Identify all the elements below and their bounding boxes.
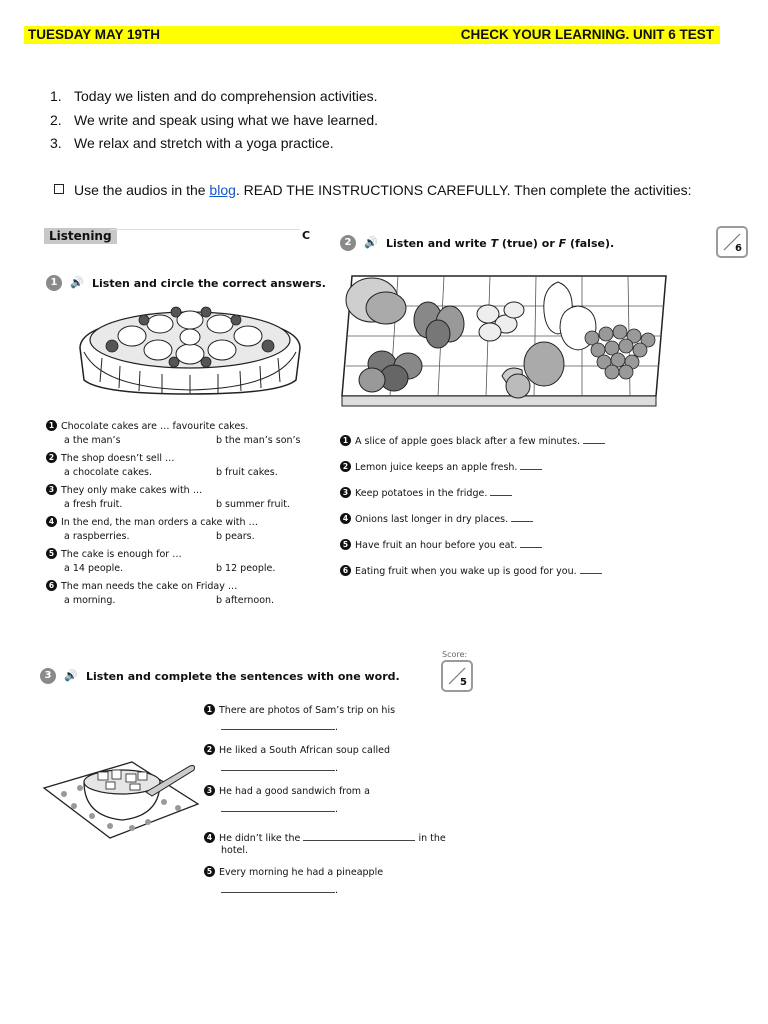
header-title: CHECK YOUR LEARNING. UNIT 6 TEST	[460, 27, 714, 42]
answer-blank[interactable]	[221, 883, 335, 893]
ex1-option-a[interactable]: a chocolate cakes.	[64, 467, 153, 478]
ex2-heading: Listen and write T (true) or F (false).	[386, 237, 615, 250]
header-bar	[24, 26, 720, 44]
ex3-score-box: 5	[441, 660, 473, 692]
ex1-option-b[interactable]: b afternoon.	[216, 595, 275, 606]
answer-blank[interactable]	[221, 802, 335, 812]
section-tag: Listening	[44, 228, 117, 244]
ex2-statement: 6 Eating fruit when you wake up is good for you.	[340, 564, 602, 578]
blog-link[interactable]: blog	[209, 182, 236, 198]
ex1-question: 6 The man needs the cake on Friday …	[46, 580, 237, 593]
ex1-option-b[interactable]: b pears.	[216, 531, 255, 542]
answer-blank[interactable]	[221, 761, 335, 771]
answer-blank[interactable]	[303, 831, 415, 841]
cake-illustration	[72, 296, 308, 408]
ex3-sentence: 3 He had a good sandwich from a	[204, 785, 370, 798]
ex1-question: 2 The shop doesn’t sell …	[46, 452, 175, 465]
instruction-note: Use the audios in the blog. READ THE INSTRUCTIONS CAREFULLY. Then complete the activities:	[54, 182, 692, 198]
ex1-option-a[interactable]: a 14 people.	[64, 563, 124, 574]
ex2-statement: 5 Have fruit an hour before you eat.	[340, 538, 542, 552]
ex1-option-a[interactable]: a raspberries.	[64, 531, 130, 542]
speaker-icon: 🔊	[364, 236, 378, 249]
ex1-option-a[interactable]: a the man’s	[64, 435, 121, 446]
ex1-option-b[interactable]: b 12 people.	[216, 563, 276, 574]
ex1-option-a[interactable]: a fresh fruit.	[64, 499, 123, 510]
ex3-blank-line: .	[221, 883, 338, 897]
score-caption: Score:	[442, 650, 468, 659]
ex1-question: 4 In the end, the man orders a cake with …	[46, 516, 258, 529]
ex3-sentence: 4 He didn’t like the in the	[204, 831, 446, 845]
answer-blank[interactable]	[511, 512, 533, 522]
ex3-heading: Listen and complete the sentences with one word.	[86, 670, 400, 683]
ex1-question: 3 They only make cakes with …	[46, 484, 202, 497]
ex1-number-badge: 1	[46, 275, 62, 291]
header-date: TUESDAY MAY 19TH	[28, 27, 161, 42]
answer-blank[interactable]	[583, 434, 605, 444]
ex1-question: 5 The cake is enough for …	[46, 548, 182, 561]
ex3-blank-line: .	[221, 720, 338, 734]
ex3-sentence: 1 There are photos of Sam’s trip on his	[204, 704, 395, 717]
soup-bowl-illustration	[40, 752, 202, 844]
ex2-statement: 1 A slice of apple goes black after a few minutes.	[340, 434, 605, 448]
ex2-score-box: 6	[716, 226, 748, 258]
ex3-sentence: 5 Every morning he had a pineapple	[204, 866, 383, 879]
answer-blank[interactable]	[520, 460, 542, 470]
fruit-illustration	[338, 268, 674, 414]
ex2-statement: 4 Onions last longer in dry places.	[340, 512, 533, 526]
ex1-option-b[interactable]: b the man’s son’s	[216, 435, 301, 446]
answer-blank[interactable]	[490, 486, 512, 496]
speaker-icon: 🔊	[70, 276, 84, 289]
ex1-option-b[interactable]: b summer fruit.	[216, 499, 290, 510]
ex3-blank-line: .	[221, 802, 338, 816]
ex1-option-b[interactable]: b fruit cakes.	[216, 467, 278, 478]
ex3-sentence: 2 He liked a South African soup called	[204, 744, 390, 757]
ex3-blank-line: .	[221, 761, 338, 775]
divider	[110, 229, 300, 230]
speaker-icon: 🔊	[64, 669, 78, 682]
answer-blank[interactable]	[520, 538, 542, 548]
ex3-number-badge: 3	[40, 668, 56, 684]
ex1-option-a[interactable]: a morning.	[64, 595, 116, 606]
ex1-heading: Listen and circle the correct answers.	[92, 277, 326, 290]
answer-blank[interactable]	[221, 720, 335, 730]
checkbox-bullet-icon	[54, 184, 64, 194]
corner-mark: C	[302, 229, 311, 242]
answer-blank[interactable]	[580, 564, 602, 574]
ex1-question: 1 Chocolate cakes are … favourite cakes.	[46, 420, 248, 433]
ex3-sentence-cont: hotel.	[221, 845, 249, 856]
ex2-statement: 2 Lemon juice keeps an apple fresh.	[340, 460, 542, 474]
ex2-statement: 3 Keep potatoes in the fridge.	[340, 486, 512, 500]
ex2-number-badge: 2	[340, 235, 356, 251]
